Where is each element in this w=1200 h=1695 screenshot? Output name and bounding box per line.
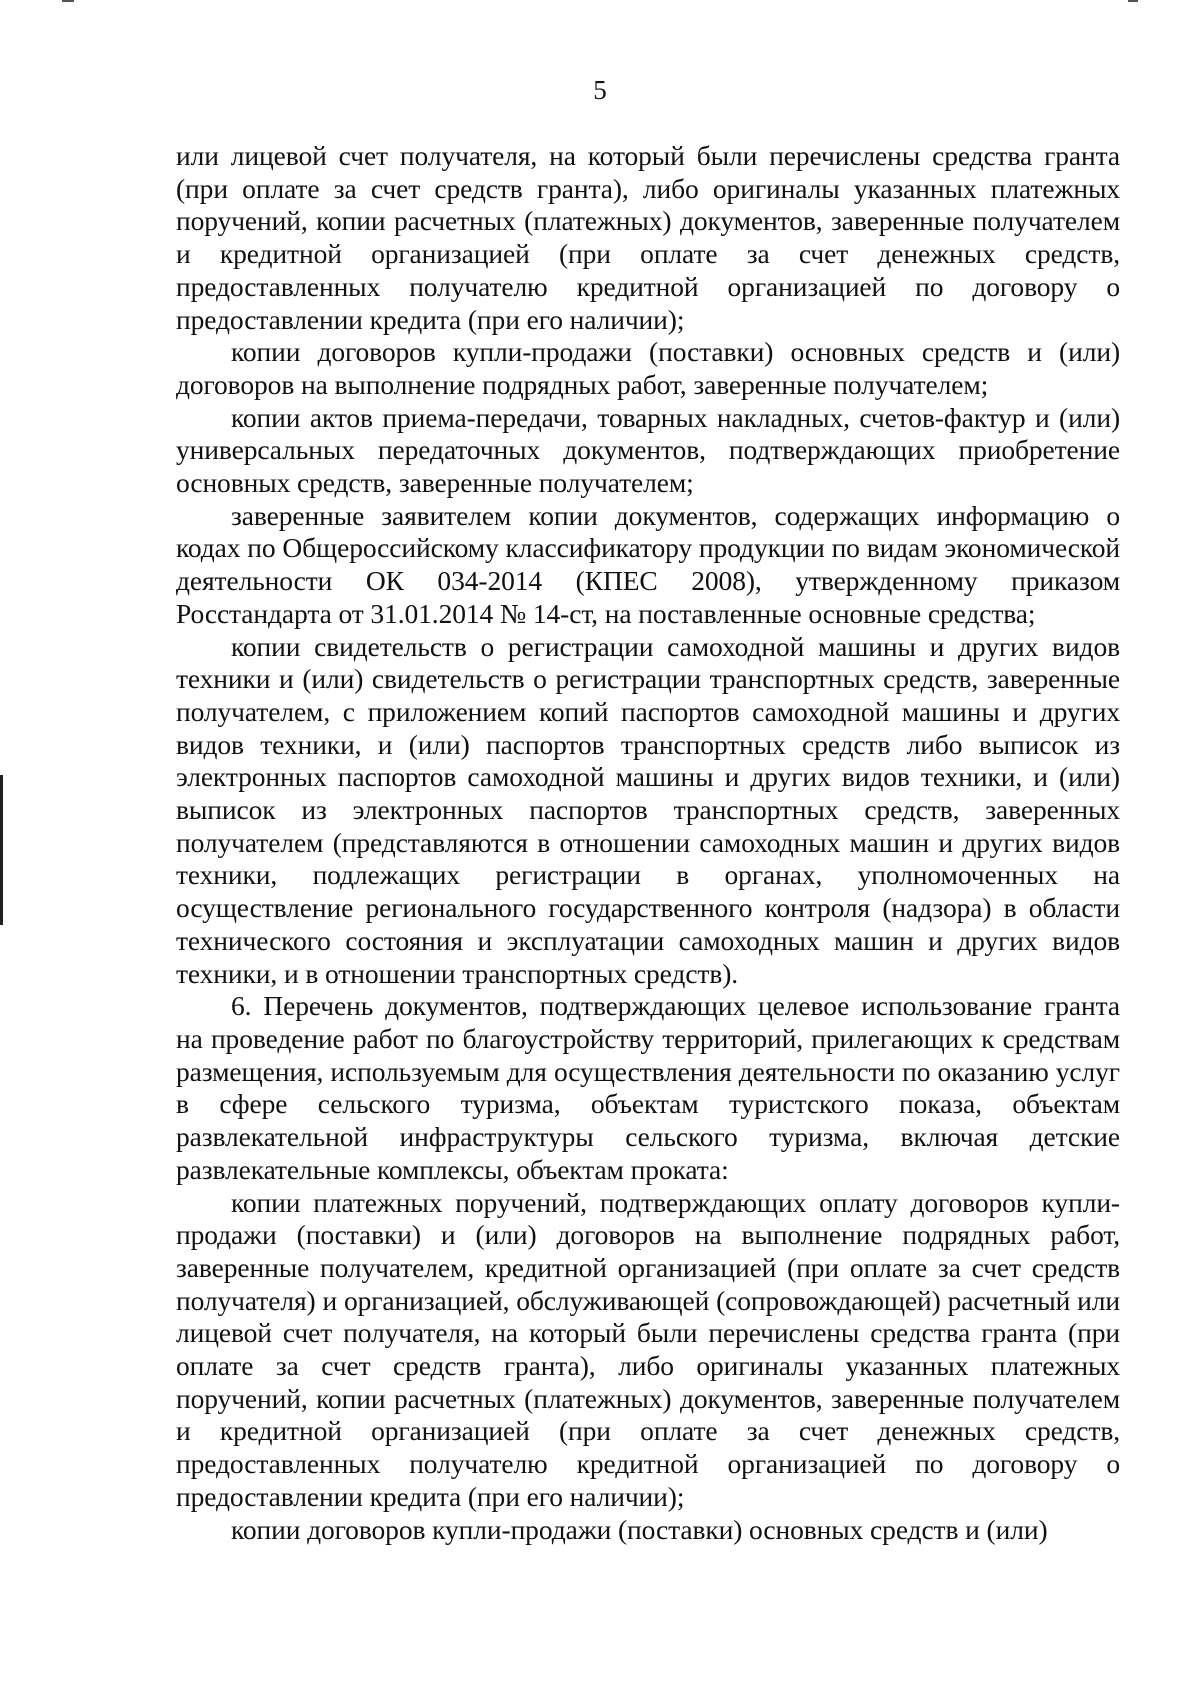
scan-edge-mark bbox=[62, 0, 74, 2]
page-number: 5 bbox=[593, 75, 607, 105]
paragraph: копии договоров купли-продажи (поставки) основных средств и (или) договоров на выполнение подрядных работ, заверенные получателем; bbox=[176, 336, 1120, 400]
scan-margin-mark bbox=[0, 775, 3, 925]
paragraph: копии свидетельств о регистрации самоходной машины и других видов техники и (или) свидетельств о регистрации транспортных средств, заверенные получателем, с приложением копий паспортов самоходной машины и других видов техники, и (или) паспортов транспортных средств либо выписок из электронных паспортов самоходной машины и других видов техники, и (или) выписок из электронных паспортов транспортных средств, заверенных получателем (представляются в отношении самоходных машин и других видов техники, подлежащих регистрации в органах, уполномоченных на осуществление регионального государственного контроля (надзора) в области технического состояния и эксплуатации самоходных машин и других видов техники, и в отношении транспортных средств). bbox=[176, 630, 1120, 989]
paragraph: копии актов приема-передачи, товарных накладных, счетов-фактур и (или) универсальных передаточных документов, подтверждающих приобретение основных средств, заверенные получателем; bbox=[176, 401, 1120, 499]
scan-edge-mark bbox=[1128, 0, 1138, 2]
paragraph: копии платежных поручений, подтверждающих оплату договоров купли-продажи (поставки) и (или) договоров на выполнение подрядных работ, заверенные получателем, кредитной организацией (при оплате за счет средств получателя) и организацией, обслуживающей (сопровождающей) расчетный или лицевой счет получателя, на который были перечислены средства гранта (при оплате за счет средств гранта), либо оригиналы указанных платежных поручений, копии расчетных (платежных) документов, заверенные получателем и кредитной организацией (при оплате за счет денежных средств, предоставленных получателю кредитной организацией по договору о предоставлении кредита (при его наличии); bbox=[176, 1186, 1120, 1512]
paragraph: 6. Перечень документов, подтверждающих целевое использование гранта на проведение работ по благоустройству территорий, прилегающих к средствам размещения, используемым для осуществления деятельности по оказанию услуг в сфере сельского туризма, объектам туристского показа, объектам развлекательной инфраструктуры сельского туризма, включая детские развлекательные комплексы, объектам проката: bbox=[176, 990, 1120, 1185]
paragraph: или лицевой счет получателя, на который были перечислены средства гранта (при оплате за счет средств гранта), либо оригиналы указанных платежных поручений, копии расчетных (платежных) документов, заверенные получателем и кредитной организацией (при оплате за счет денежных средств, предоставленных получателю кредитной организацией по договору о предоставлении кредита (при его наличии); bbox=[176, 140, 1120, 335]
paragraph: копии договоров купли-продажи (поставки) основных средств и (или) bbox=[231, 1513, 1048, 1545]
paragraph: заверенные заявителем копии документов, содержащих информацию о кодах по Общероссийскому классификатору продукции по видам экономической деятельности ОК 034-2014 (КПЕС 2008), утвержденному приказом Росстандарта от 31.01.2014 № 14-ст, на поставленные основные средства; bbox=[176, 499, 1120, 629]
document-body bbox=[176, 140, 1120, 1546]
